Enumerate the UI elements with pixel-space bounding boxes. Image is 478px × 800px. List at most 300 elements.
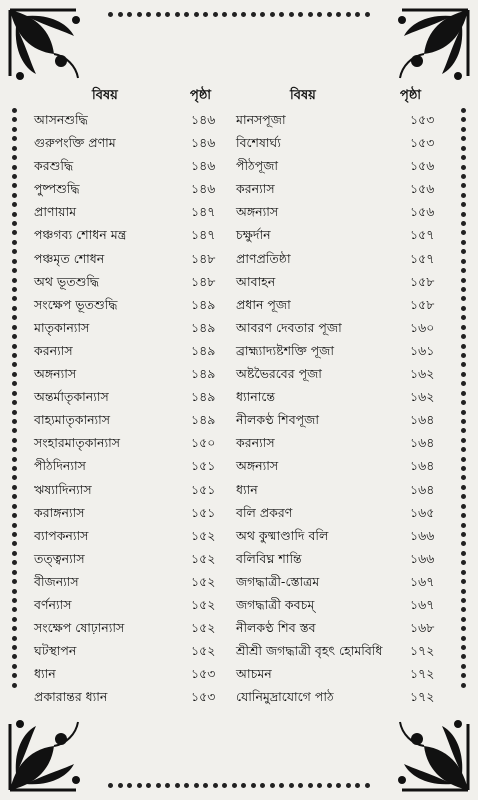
- dot: [461, 127, 466, 132]
- left-page-number: ১৫৩: [191, 666, 216, 682]
- dot: [12, 391, 17, 396]
- dot: [12, 146, 17, 151]
- table-row: [28, 200, 458, 223]
- left-subject: পীঠদিন্যাস: [34, 458, 86, 474]
- left-page-number: ১৫০: [191, 435, 216, 451]
- dot: [12, 372, 17, 377]
- dot: [194, 12, 199, 17]
- dot: [346, 783, 351, 788]
- dot: [12, 607, 17, 612]
- dot: [203, 12, 208, 17]
- left-subject: পঞ্চমৃত শোধন: [34, 250, 105, 266]
- dot: [461, 353, 466, 358]
- dot: [12, 410, 17, 415]
- dot: [461, 532, 466, 537]
- right-page-number: ১৬০: [410, 319, 435, 335]
- dot: [461, 579, 466, 584]
- right-page-number: ১৫৬: [410, 181, 435, 197]
- right-subject: মানসপূজা: [236, 112, 286, 127]
- dot: [12, 306, 17, 311]
- left-subject: সংক্ষেপ ভূতশুদ্ধি: [34, 296, 118, 312]
- table-row: [28, 454, 458, 477]
- dot: [12, 466, 17, 471]
- right-subject: বলিবিঘ্ন শান্তি: [236, 550, 302, 566]
- dot: [12, 193, 17, 198]
- dotted-border-top: [108, 12, 370, 17]
- right-subject: জগদ্ধাত্রী কবচম্: [236, 596, 315, 612]
- left-subject: পুষ্পশুদ্ধি: [34, 181, 80, 197]
- right-subject: ধ্যানান্তে: [236, 389, 275, 405]
- left-subject: প্রকারান্তর ধ্যান: [34, 689, 108, 705]
- right-subject: অথ কুষ্মাণ্ডাদি বলি: [236, 527, 329, 543]
- dot: [461, 372, 466, 377]
- dot: [308, 12, 313, 17]
- left-page-number: ১৫২: [191, 596, 216, 612]
- left-subject: ব্যাপকন্যাস: [34, 527, 89, 543]
- left-subject: বাহ্যমাতৃকান্যাস: [34, 412, 111, 428]
- right-page-number: ১৭২: [410, 643, 435, 659]
- right-subject: জগদ্ধাত্রী-স্তোত্রম: [236, 573, 320, 589]
- dot: [461, 325, 466, 330]
- dot: [12, 334, 17, 339]
- dot: [461, 381, 466, 386]
- left-subject: করাঙ্গন্যাস: [34, 504, 85, 520]
- dot: [241, 12, 246, 17]
- left-page-number: ১৪৯: [191, 412, 216, 428]
- right-page-number: ১৬২: [410, 389, 435, 405]
- dot: [12, 108, 17, 113]
- table-row: [28, 177, 458, 200]
- left-subject: বীজন্যাস: [34, 573, 79, 589]
- left-subject: পঞ্চগব্য শোধন মন্ত্র: [34, 227, 127, 243]
- left-page-number: ১৪৯: [191, 366, 216, 382]
- dot: [12, 560, 17, 565]
- dot: [12, 664, 17, 669]
- dot: [12, 362, 17, 367]
- dot: [461, 391, 466, 396]
- left-page-number: ১৪৯: [191, 342, 216, 358]
- table-row: [28, 293, 458, 316]
- dot: [461, 334, 466, 339]
- dot: [222, 783, 227, 788]
- dot: [461, 240, 466, 245]
- right-subject: নীলকণ্ঠ শিব স্তব: [236, 620, 316, 636]
- dot: [279, 12, 284, 17]
- dot: [175, 783, 180, 788]
- right-subject: পীঠপূজা: [236, 158, 279, 174]
- left-subject: প্রাণায়াম: [34, 204, 77, 220]
- dot: [461, 306, 466, 311]
- dot: [461, 117, 466, 122]
- dot: [461, 504, 466, 509]
- dot: [461, 551, 466, 556]
- dot: [461, 183, 466, 188]
- dot: [232, 12, 237, 17]
- right-page-number: ১৬৪: [410, 458, 435, 474]
- dot: [461, 447, 466, 452]
- left-page-number: ১৪৭: [191, 227, 216, 243]
- dot: [461, 174, 466, 179]
- corner-ornament-icon: [377, 699, 472, 794]
- dot: [461, 513, 466, 518]
- dot: [12, 673, 17, 678]
- table-row: [28, 154, 458, 177]
- dot: [12, 541, 17, 546]
- right-page-number: ১৫৩: [410, 135, 435, 151]
- table-row: [28, 362, 458, 385]
- dot: [365, 783, 370, 788]
- left-subject: করশুদ্ধি: [34, 158, 74, 174]
- left-subject: মাতৃকান্যাস: [34, 319, 90, 335]
- dot: [127, 12, 132, 17]
- table-row: [28, 639, 458, 662]
- contents-table: [28, 108, 458, 708]
- dot: [194, 783, 199, 788]
- dot: [317, 12, 322, 17]
- dot: [461, 617, 466, 622]
- dot: [461, 165, 466, 170]
- table-row: [28, 131, 458, 154]
- dot: [461, 683, 466, 688]
- dot: [327, 12, 332, 17]
- dot: [461, 287, 466, 292]
- dotted-border-left: [12, 108, 17, 688]
- dot: [461, 212, 466, 217]
- left-page-number: ১৪৬: [191, 158, 216, 174]
- dot: [461, 494, 466, 499]
- dot: [461, 230, 466, 235]
- dot: [213, 783, 218, 788]
- dot: [12, 457, 17, 462]
- right-page-number: ১৬৪: [410, 412, 435, 428]
- dot: [355, 12, 360, 17]
- right-subject: আবরণ দেবতার পূজা: [236, 319, 342, 335]
- dot: [12, 589, 17, 594]
- right-page-number: ১৬৬: [410, 527, 435, 543]
- right-page-number: ১৬২: [410, 366, 435, 382]
- left-page-number: ১৪৬: [191, 135, 216, 151]
- dot: [12, 230, 17, 235]
- corner-ornament-icon: [6, 699, 101, 794]
- dot: [308, 783, 313, 788]
- right-page-number: ১৫৬: [410, 158, 435, 174]
- dot: [461, 570, 466, 575]
- dot: [461, 268, 466, 273]
- dot: [203, 783, 208, 788]
- dot: [213, 12, 218, 17]
- right-page-number: ১৬৫: [410, 504, 435, 520]
- dot: [12, 344, 17, 349]
- dot: [461, 664, 466, 669]
- right-page-number: ১৫৮: [410, 296, 435, 312]
- dot: [461, 362, 466, 367]
- right-page-number: ১৫৩: [410, 112, 435, 127]
- dot: [461, 541, 466, 546]
- left-page-number: ১৪৯: [191, 296, 216, 312]
- table-row: [28, 570, 458, 593]
- dot: [461, 673, 466, 678]
- dot: [175, 12, 180, 17]
- dot: [461, 400, 466, 405]
- dot: [12, 532, 17, 537]
- dot: [12, 645, 17, 650]
- dot: [461, 560, 466, 565]
- left-page-number: ১৫৩: [191, 689, 216, 705]
- table-row: [28, 593, 458, 616]
- table-row: [28, 408, 458, 431]
- table-row: [28, 662, 458, 685]
- left-subject: ঋষ্যাদিন্যাস: [34, 481, 92, 497]
- left-subject: আসনশুদ্ধি: [34, 112, 88, 127]
- dot: [146, 783, 151, 788]
- dot: [461, 626, 466, 631]
- left-subject: অথ ভূতশুদ্ধি: [34, 273, 100, 289]
- dot: [12, 287, 17, 292]
- left-subject: বর্ণন্যাস: [34, 596, 72, 612]
- left-subject: সংহারমাতৃকান্যাস: [34, 435, 120, 451]
- left-page-number: ১৪৮: [191, 250, 216, 266]
- dot: [461, 485, 466, 490]
- right-subject: শ্রীশ্রী জগদ্ধাত্রী বৃহৎ হোমবিধি: [236, 643, 383, 659]
- right-subject: আবাহন: [236, 273, 276, 289]
- dot: [251, 783, 256, 788]
- dot: [156, 12, 161, 17]
- right-page-number: ১৬৪: [410, 481, 435, 497]
- dot: [12, 278, 17, 283]
- table-row: [28, 478, 458, 501]
- left-page-number: ১৪৬: [191, 112, 216, 127]
- dot: [222, 12, 227, 17]
- table-row: [28, 247, 458, 270]
- table-row: [28, 501, 458, 524]
- dot: [12, 136, 17, 141]
- dot: [184, 12, 189, 17]
- dot: [260, 12, 265, 17]
- right-page-number: ১৭২: [410, 666, 435, 682]
- dot: [461, 607, 466, 612]
- right-subject: ব্রাহ্ম্যাদ্যষ্টশক্তি পূজা: [236, 342, 334, 358]
- dot: [327, 783, 332, 788]
- left-page-number: ১৫১: [191, 481, 216, 497]
- left-subject: গুরুপংক্তি প্রণাম: [34, 135, 116, 151]
- dot: [461, 645, 466, 650]
- right-page-number: ১৬৪: [410, 435, 435, 451]
- dot: [137, 783, 142, 788]
- dotted-border-right: [461, 108, 466, 688]
- left-page-number: ১৪৯: [191, 389, 216, 405]
- table-row: [28, 547, 458, 570]
- dot: [12, 504, 17, 509]
- dot: [461, 278, 466, 283]
- dot: [355, 783, 360, 788]
- left-subject: ধ্যান: [34, 666, 56, 682]
- left-subject: অন্তর্মাতৃকান্যাস: [34, 389, 109, 405]
- dot: [12, 240, 17, 245]
- dot: [461, 249, 466, 254]
- dot: [461, 259, 466, 264]
- dot: [127, 783, 132, 788]
- dot: [12, 174, 17, 179]
- dot: [461, 146, 466, 151]
- left-page-number: ১৪৬: [191, 181, 216, 197]
- dot: [12, 570, 17, 575]
- dot: [12, 325, 17, 330]
- table-row: [28, 685, 458, 708]
- dot: [461, 438, 466, 443]
- left-page-number: ১৪৭: [191, 204, 216, 220]
- dot: [317, 783, 322, 788]
- left-page-number: ১৪৮: [191, 273, 216, 289]
- left-subject: সংক্ষেপ ষোঢ়ান্যাস: [34, 620, 125, 636]
- dot: [461, 202, 466, 207]
- header-page-left: পৃষ্ঠা: [190, 88, 212, 103]
- dot: [336, 12, 341, 17]
- left-page-number: ১৫২: [191, 643, 216, 659]
- dot: [12, 626, 17, 631]
- right-subject: অঙ্গন্যাস: [236, 458, 279, 474]
- dot: [289, 12, 294, 17]
- right-page-number: ১৬১: [410, 342, 435, 358]
- dot: [461, 654, 466, 659]
- dot: [270, 783, 275, 788]
- right-page-number: ১৭২: [410, 689, 435, 705]
- dot: [461, 296, 466, 301]
- dot: [12, 513, 17, 518]
- right-subject: চক্ষুর্দান: [236, 227, 271, 243]
- right-page-number: ১৬৭: [410, 596, 435, 612]
- right-subject: যোনিমুদ্রাযোগে পাঠ: [236, 689, 334, 705]
- dot: [12, 494, 17, 499]
- table-header: [0, 82, 478, 104]
- dot: [461, 410, 466, 415]
- dot: [108, 12, 113, 17]
- right-subject: করন্যাস: [236, 435, 275, 451]
- dot: [12, 438, 17, 443]
- dot: [12, 155, 17, 160]
- left-page-number: ১৫২: [191, 573, 216, 589]
- right-page-number: ১৫৮: [410, 273, 435, 289]
- dot: [270, 12, 275, 17]
- dot: [365, 12, 370, 17]
- left-subject: অঙ্গন্যাস: [34, 366, 77, 382]
- right-subject: আচমন: [236, 666, 272, 682]
- dot: [12, 485, 17, 490]
- right-subject: বলি প্রকরণ: [236, 504, 293, 520]
- dot: [12, 268, 17, 273]
- header-subject-right: বিষয়: [290, 88, 316, 103]
- right-subject: বিশেষার্ঘ্য: [236, 135, 281, 151]
- dot: [461, 315, 466, 320]
- dot: [461, 475, 466, 480]
- dot: [346, 12, 351, 17]
- left-subject: ঘটস্থাপন: [34, 643, 77, 659]
- dot: [12, 598, 17, 603]
- table-row: [28, 339, 458, 362]
- dot: [156, 783, 161, 788]
- dot: [461, 636, 466, 641]
- dot: [12, 419, 17, 424]
- dot: [12, 447, 17, 452]
- dot: [279, 783, 284, 788]
- left-page-number: ১৫২: [191, 550, 216, 566]
- right-page-number: ১৫৬: [410, 204, 435, 220]
- dot: [137, 12, 142, 17]
- dot: [12, 202, 17, 207]
- dot: [12, 221, 17, 226]
- dot: [12, 296, 17, 301]
- dot: [12, 183, 17, 188]
- dot: [12, 249, 17, 254]
- dot: [461, 344, 466, 349]
- table-row: [28, 616, 458, 639]
- right-subject: প্রাণপ্রতিষ্ঠা: [236, 250, 291, 266]
- dot: [461, 598, 466, 603]
- table-row: [28, 385, 458, 408]
- dot: [232, 783, 237, 788]
- dot: [461, 221, 466, 226]
- left-subject: করন্যাস: [34, 342, 73, 358]
- dot: [12, 400, 17, 405]
- dot: [165, 12, 170, 17]
- dot: [461, 136, 466, 141]
- left-page-number: ১৫২: [191, 620, 216, 636]
- header-page-right: পৃষ্ঠা: [400, 88, 422, 103]
- dot: [12, 428, 17, 433]
- right-subject: অষ্টভৈরবের পূজা: [236, 366, 322, 382]
- dot: [12, 654, 17, 659]
- dot: [12, 381, 17, 386]
- dot: [461, 589, 466, 594]
- dot: [12, 127, 17, 132]
- left-page-number: ১৫১: [191, 504, 216, 520]
- left-page-number: ১৫২: [191, 527, 216, 543]
- table-row: [28, 223, 458, 246]
- dot: [118, 12, 123, 17]
- dot: [461, 523, 466, 528]
- dot: [461, 457, 466, 462]
- left-page-number: ১৪৯: [191, 319, 216, 335]
- table-row: [28, 270, 458, 293]
- dot: [461, 108, 466, 113]
- right-page-number: ১৫৭: [410, 227, 435, 243]
- dot: [12, 117, 17, 122]
- dot: [12, 165, 17, 170]
- table-row: [28, 108, 458, 131]
- dot: [12, 551, 17, 556]
- dot: [461, 419, 466, 424]
- right-subject: প্রধান পূজা: [236, 296, 291, 312]
- dot: [184, 783, 189, 788]
- dot: [12, 259, 17, 264]
- dot: [298, 783, 303, 788]
- dot: [12, 617, 17, 622]
- left-page-number: ১৫১: [191, 458, 216, 474]
- dot: [289, 783, 294, 788]
- right-subject: অঙ্গন্যাস: [236, 204, 279, 220]
- dot: [12, 683, 17, 688]
- dot: [241, 783, 246, 788]
- dot: [260, 783, 265, 788]
- table-row: [28, 524, 458, 547]
- right-page-number: ১৬৬: [410, 550, 435, 566]
- dot: [12, 315, 17, 320]
- right-page-number: ১৫৭: [410, 250, 435, 266]
- dot: [118, 783, 123, 788]
- dot: [461, 193, 466, 198]
- right-page-number: ১৬৮: [410, 620, 435, 636]
- table-row: [28, 431, 458, 454]
- dot: [461, 466, 466, 471]
